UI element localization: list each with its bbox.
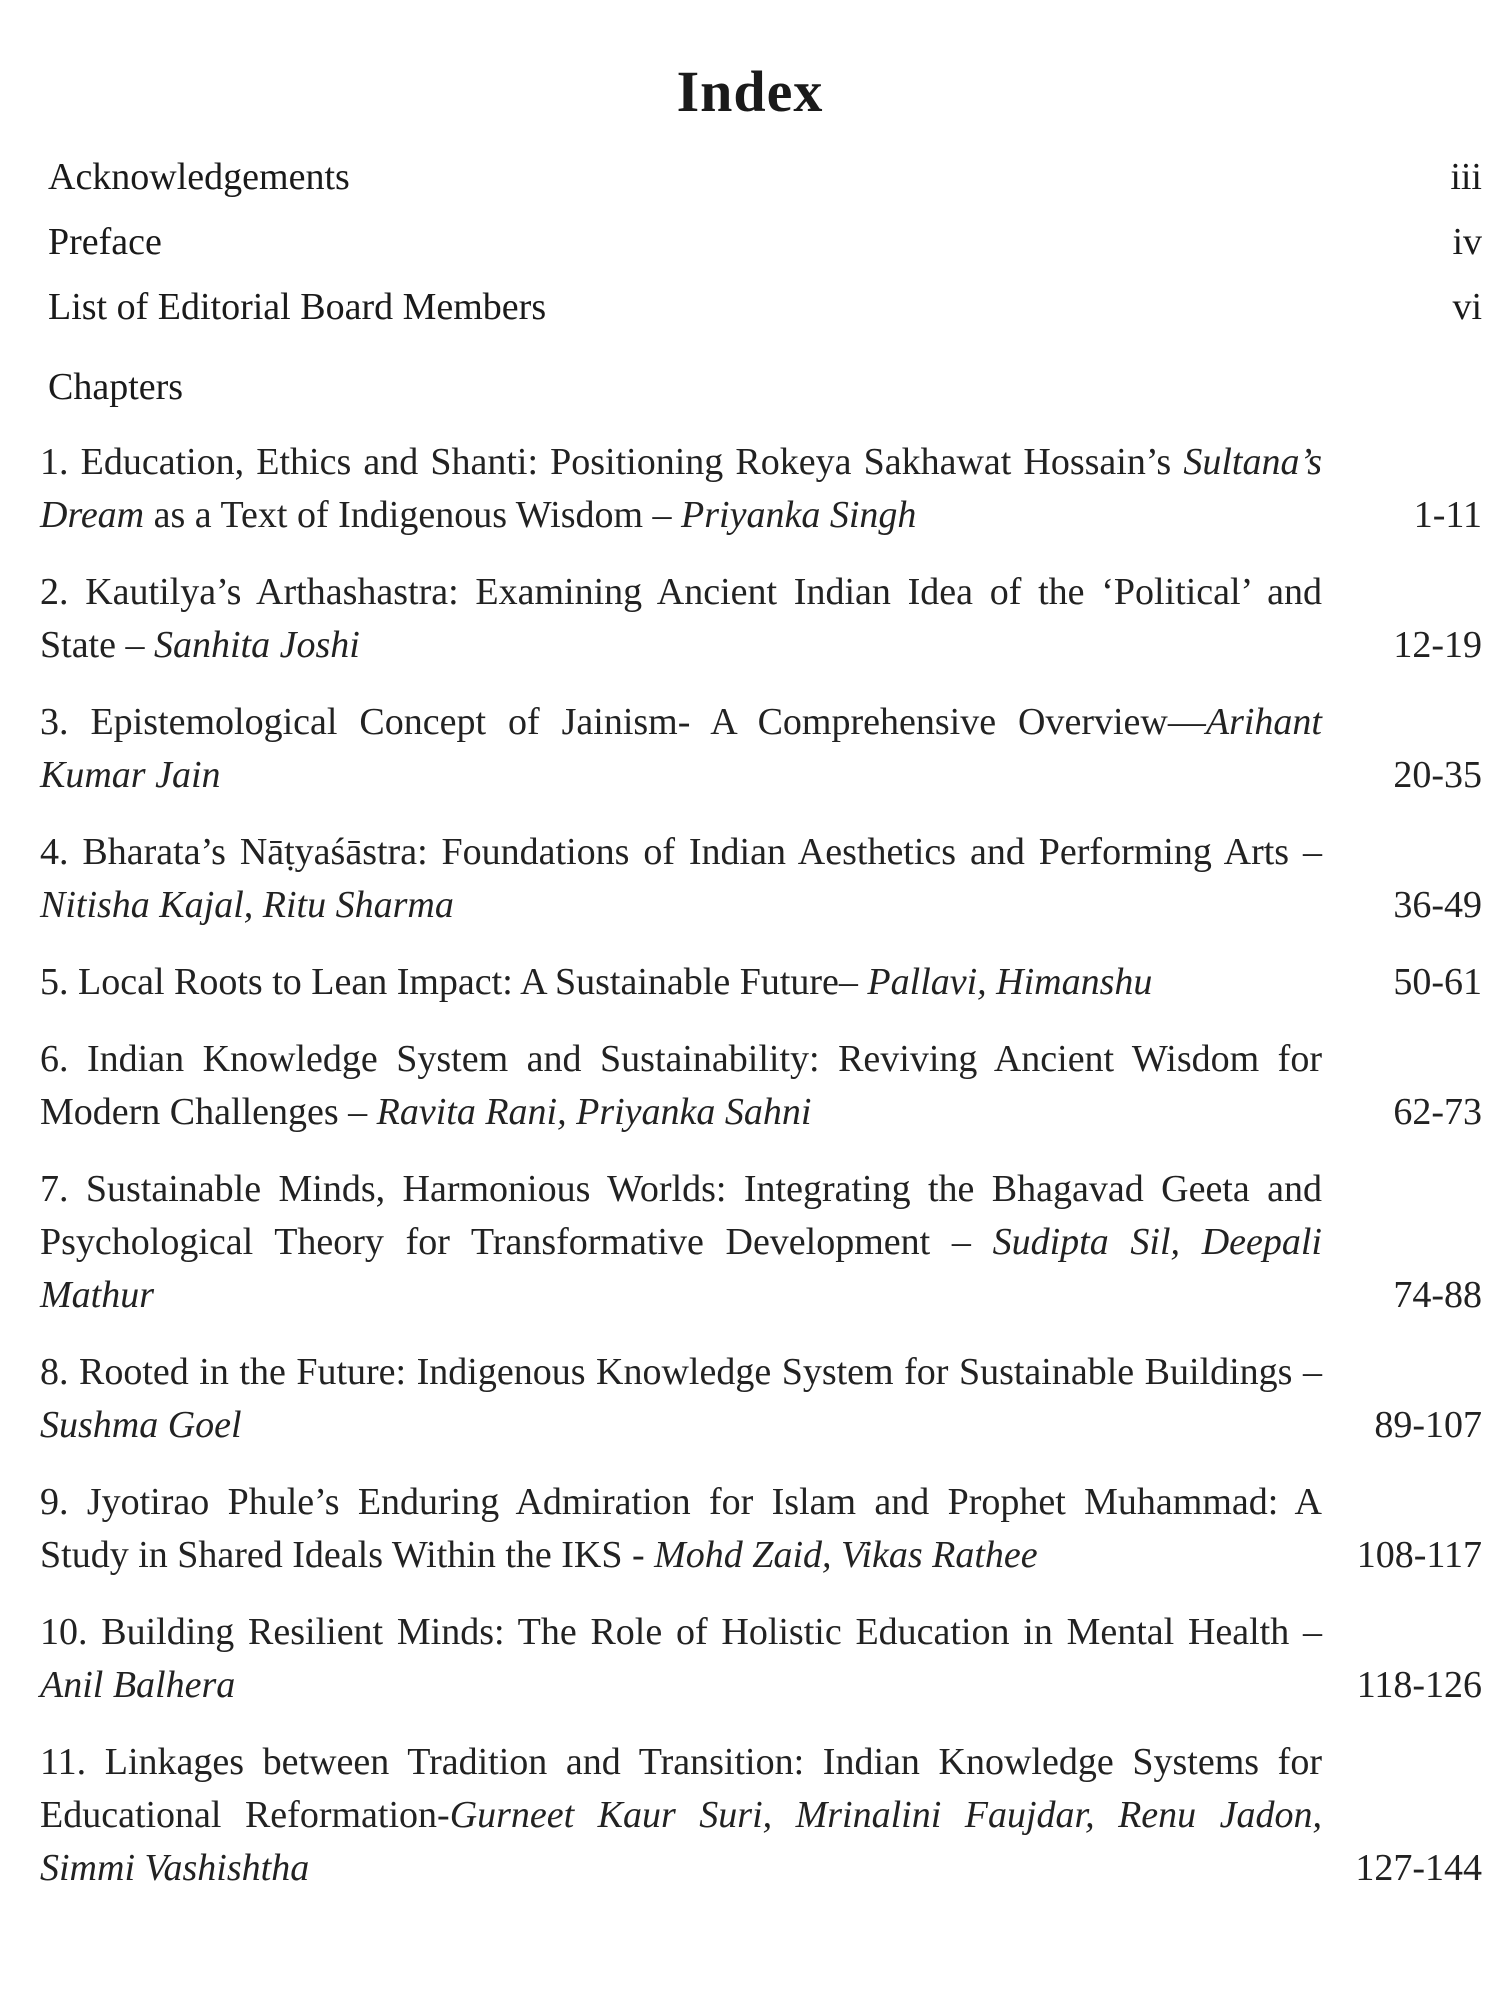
chapter-text: [40, 1606, 1322, 1712]
front-matter-row: [48, 280, 1482, 345]
front-matter-label: Acknowledgements: [48, 156, 350, 198]
chapter-author: Pallavi, Himanshu: [867, 961, 1153, 1003]
chapter-entry: [40, 696, 1482, 802]
front-matter-row: [48, 215, 1482, 280]
chapter-text: [40, 1346, 1322, 1452]
chapter-author: Gurneet Kaur Suri, Mrinalini Faujdar, Renu Jadon, Simmi Vashishtha: [40, 1794, 1323, 1889]
chapter-title: 4. Bharata’s Nāṭyaśāstra: Foundations of Indian Aesthetics and Performing Arts –: [40, 831, 1322, 873]
front-matter-page: vi: [1452, 286, 1482, 328]
chapter-title: 3. Epistemological Concept of Jainism- A Comprehensive Overview—: [40, 701, 1206, 743]
chapter-author: Ravita Rani, Priyanka Sahni: [376, 1091, 812, 1133]
chapter-text: [40, 436, 1322, 542]
chapter-pages: 89-107: [1374, 1404, 1482, 1446]
chapter-title: 11. Linkages between Tradition and Transition: Indian Knowledge Systems for Educational Reformation-: [40, 1741, 1322, 1836]
chapter-author: Nitisha Kajal, Ritu Sharma: [40, 884, 454, 926]
front-matter-label: Preface: [48, 221, 162, 263]
chapter-author: Sushma Goel: [40, 1404, 242, 1446]
chapter-text: [40, 696, 1322, 802]
chapter-pages: 62-73: [1393, 1091, 1482, 1133]
chapter-title: 6. Indian Knowledge System and Sustainability: Reviving Ancient Wisdom for Modern Challenges –: [40, 1038, 1322, 1133]
chapter-author: Anil Balhera: [40, 1664, 236, 1706]
chapter-pages: 127-144: [1355, 1847, 1482, 1889]
chapter-pages: 12-19: [1393, 624, 1482, 666]
chapter-entry: [40, 1476, 1482, 1582]
chapter-author: Mohd Zaid, Vikas Rathee: [654, 1534, 1038, 1576]
chapter-pages: 20-35: [1393, 754, 1482, 796]
chapter-text: [40, 1033, 1322, 1139]
chapter-author: Sudipta Sil, Deepali Mathur: [40, 1221, 1322, 1316]
chapter-title: 10. Building Resilient Minds: The Role of Holistic Education in Mental Health –: [40, 1611, 1322, 1653]
chapter-list: [40, 436, 1482, 1895]
chapter-text: [40, 1476, 1322, 1582]
front-matter-page: iv: [1452, 221, 1482, 263]
chapter-pages: 108-117: [1356, 1534, 1482, 1576]
chapter-title: 2. Kautilya’s Arthashastra: Examining Ancient Indian Idea of the ‘Political’ and State –: [40, 571, 1322, 666]
chapter-text: [40, 1163, 1322, 1322]
chapter-text: [40, 956, 1322, 1009]
chapter-pages: 50-61: [1393, 961, 1482, 1003]
chapter-text: [40, 1736, 1322, 1895]
chapter-text: [40, 566, 1322, 672]
chapter-title-cont: as a Text of Indigenous Wisdom –: [144, 494, 682, 536]
chapter-author: Sanhita Joshi: [153, 624, 360, 666]
chapter-author: Arihant Kumar Jain: [40, 701, 1322, 796]
chapter-entry: [40, 1736, 1482, 1895]
page-title: Index: [676, 59, 824, 124]
chapter-title: 7. Sustainable Minds, Harmonious Worlds: Integrating the Bhagavad Geeta and Psychological Theory for Transformative Development –: [40, 1168, 1322, 1263]
chapter-text: [40, 826, 1322, 932]
chapter-title: 5. Local Roots to Lean Impact: A Sustainable Future–: [40, 961, 868, 1003]
chapter-entry: [40, 1606, 1482, 1712]
chapters-heading: Chapters: [48, 366, 184, 408]
front-matter-row: [48, 150, 1482, 215]
chapter-pages: 36-49: [1393, 884, 1482, 926]
chapter-entry: [40, 436, 1482, 542]
chapter-title: 9. Jyotirao Phule’s Enduring Admiration for Islam and Prophet Muhammad: A Study in Shared Ideals Within the IKS -: [40, 1481, 1322, 1576]
chapter-pages: 1-11: [1413, 494, 1482, 536]
chapter-entry: [40, 1033, 1482, 1139]
chapter-title: 1. Education, Ethics and Shanti: Positioning Rokeya Sakhawat Hossain’s: [40, 441, 1184, 483]
front-matter-list: [48, 150, 1482, 345]
front-matter-page: iii: [1450, 156, 1482, 198]
chapter-entry: [40, 566, 1482, 672]
chapter-entry: [40, 1163, 1482, 1322]
chapter-title: 8. Rooted in the Future: Indigenous Knowledge System for Sustainable Buildings –: [40, 1351, 1322, 1393]
chapter-pages: 118-126: [1356, 1664, 1482, 1706]
front-matter-label: List of Editorial Board Members: [48, 286, 547, 328]
chapter-entry: [40, 1346, 1482, 1452]
chapter-entry: [40, 826, 1482, 932]
chapter-entry: [40, 956, 1482, 1009]
chapter-italic-title: Sultana’s Dream: [40, 441, 1322, 536]
chapter-author: Priyanka Singh: [681, 494, 917, 536]
chapter-pages: 74-88: [1393, 1274, 1482, 1316]
